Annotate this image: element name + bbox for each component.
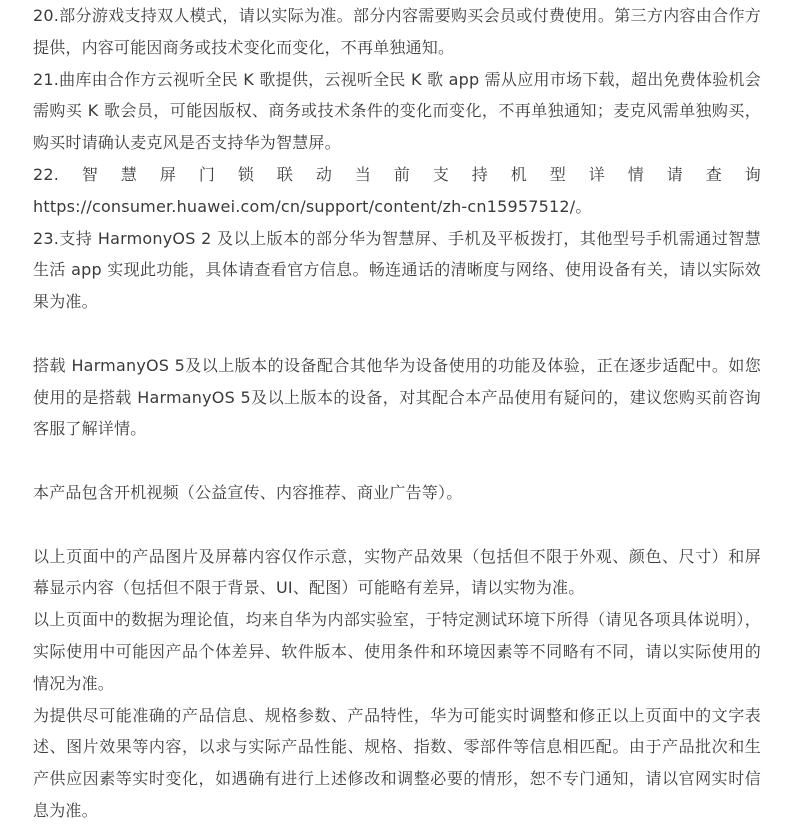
note-22: 22.智慧屏门锁联动当前支持机型详情请查询 https://consumer.huawei.com/cn/support/content/zh-cn15957512/。 — [33, 164, 761, 216]
paragraph-spacer — [33, 318, 761, 350]
product-notes-document — [33, 0, 761, 827]
boot-video-notice: 本产品包含开机视频（公益宣传、内容推荐、商业广告等）。 — [33, 482, 463, 502]
image-disclaimer: 以上页面中的产品图片及屏幕内容仅作示意，实物产品效果（包括但不限于外观、颜色、尺寸）和屏幕显示内容（包括但不限于背景、UI、配图）可能略有差异，请以实物为准。 — [33, 546, 761, 598]
data-disclaimer: 以上页面中的数据为理论值，均来自华为内部实验室，于特定测试环境下所得（请见各项具体说明），实际使用中可能因产品个体差异、软件版本、使用条件和环境因素等不同略有不同，请以实际使用的情况为准。 — [33, 610, 761, 693]
note-21: 21.曲库由合作方云视听全民 K 歌提供，云视听全民 K 歌 app 需从应用市场下载，超出免费体验机会需购买 K 歌会员，可能因版权、商务或技术条件的变化而变化，不再单独通知；麦克风需单独购买，购买时请确认麦克风是否支持华为智慧屏。 — [33, 69, 761, 153]
note-20: 20.部分游戏支持双人模式，请以实际为准。部分内容需要购买会员或付费使用。第三方内容由合作方提供，内容可能因商务或技术变化而变化，不再单独通知。 — [33, 6, 761, 57]
note-23: 23.支持 HarmonyOS 2 及以上版本的部分华为智慧屏、手机及平板拨打，其他型号手机需通过智慧生活 app 实现此功能，具体请查看官方信息。畅连通话的清晰度与网络、使用设备有关，请以实际效果为准。 — [33, 228, 761, 312]
paragraph-spacer — [33, 445, 761, 477]
content-update-disclaimer: 为提供尽可能准确的产品信息、规格参数、产品特性，华为可能实时调整和修正以上页面中的文字表述、图片效果等内容，以求与实际产品性能、规格、指数、零部件等信息相匹配。由于产品批次和生产供应因素等实时变化，如遇确有进行上述修改和调整必要的情形，恕不专门通知，请以官网实时信息为准。 — [33, 705, 761, 820]
harmonyos-compatibility-notice: 搭载 HarmanyOS 5及以上版本的设备配合其他华为设备使用的功能及体验，正在逐步适配中。如您使用的是搭载 HarmanyOS 5及以上版本的设备，对其配合本产品使用有疑问的，建议您购买前咨询客服了解详情。 — [33, 355, 761, 439]
paragraph-spacer — [33, 509, 761, 541]
